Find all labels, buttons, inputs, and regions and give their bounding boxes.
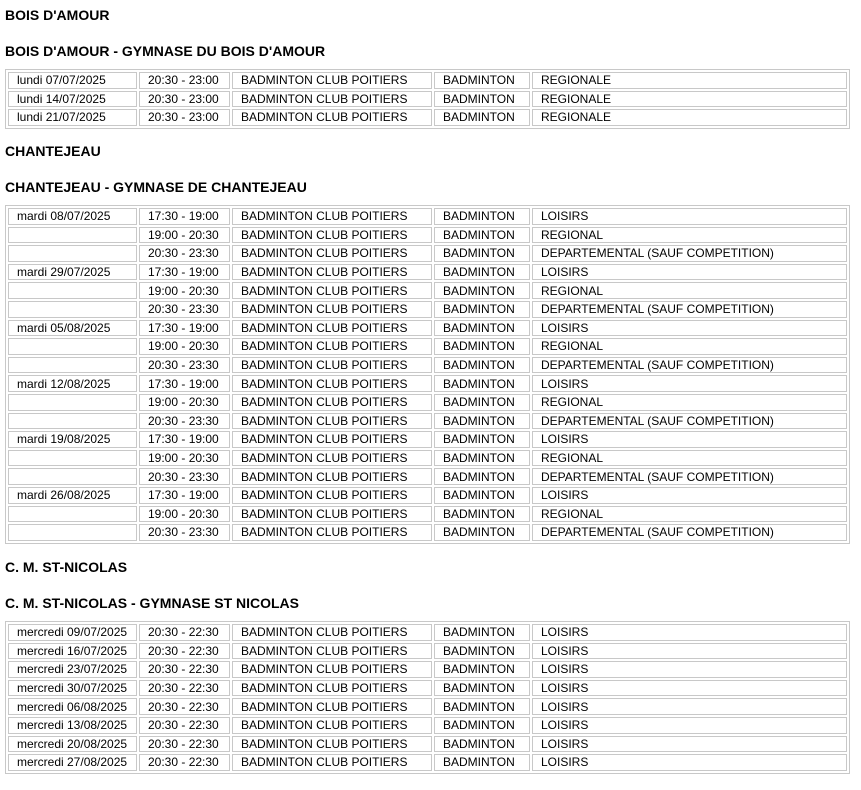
date-cell [8,301,137,318]
sport-cell: BADMINTON [434,91,530,108]
table-row [8,109,847,126]
date-cell: mercredi 13/08/2025 [8,717,137,734]
date-cell: mercredi 06/08/2025 [8,698,137,715]
date-cell: lundi 07/07/2025 [8,72,137,89]
table-row [8,450,847,467]
time-cell: 20:30 - 22:30 [139,754,230,771]
sport-cell: BADMINTON [434,72,530,89]
club-cell: BADMINTON CLUB POITIERS [232,227,432,244]
club-cell: BADMINTON CLUB POITIERS [232,208,432,225]
sport-cell: BADMINTON [434,450,530,467]
time-cell: 17:30 - 19:00 [139,487,230,504]
table-row [8,754,847,771]
time-cell: 17:30 - 19:00 [139,431,230,448]
club-cell: BADMINTON CLUB POITIERS [232,506,432,523]
sport-cell: BADMINTON [434,643,530,660]
date-cell: mercredi 27/08/2025 [8,754,137,771]
time-cell: 20:30 - 22:30 [139,680,230,697]
level-cell: LOISIRS [532,208,847,225]
table-row [8,301,847,318]
time-cell: 20:30 - 22:30 [139,717,230,734]
level-cell: LOISIRS [532,698,847,715]
date-cell [8,245,137,262]
date-cell: mercredi 23/07/2025 [8,661,137,678]
level-cell: DEPARTEMENTAL (SAUF COMPETITION) [532,301,847,318]
time-cell: 20:30 - 23:30 [139,245,230,262]
table-row [8,524,847,541]
sport-cell: BADMINTON [434,680,530,697]
level-cell: REGIONALE [532,91,847,108]
date-cell: mardi 08/07/2025 [8,208,137,225]
schedule-table-body [8,208,847,541]
table-row [8,245,847,262]
level-cell: REGIONAL [532,338,847,355]
table-row [8,431,847,448]
date-cell: mercredi 16/07/2025 [8,643,137,660]
table-row [8,661,847,678]
table-row [8,320,847,337]
level-cell: REGIONALE [532,72,847,89]
sport-cell: BADMINTON [434,375,530,392]
table-row [8,624,847,641]
schedule-table-body [8,624,847,771]
date-cell: mercredi 30/07/2025 [8,680,137,697]
time-cell: 20:30 - 22:30 [139,736,230,753]
table-row [8,698,847,715]
sport-cell: BADMINTON [434,736,530,753]
sport-cell: BADMINTON [434,717,530,734]
club-cell: BADMINTON CLUB POITIERS [232,643,432,660]
schedule-table [5,621,850,774]
sport-cell: BADMINTON [434,227,530,244]
date-cell: mercredi 20/08/2025 [8,736,137,753]
time-cell: 17:30 - 19:00 [139,320,230,337]
club-cell: BADMINTON CLUB POITIERS [232,264,432,281]
level-cell: LOISIRS [532,487,847,504]
club-cell: BADMINTON CLUB POITIERS [232,717,432,734]
time-cell: 17:30 - 19:00 [139,264,230,281]
level-cell: LOISIRS [532,264,847,281]
sport-cell: BADMINTON [434,698,530,715]
table-row [8,375,847,392]
club-cell: BADMINTON CLUB POITIERS [232,320,432,337]
time-cell: 19:00 - 20:30 [139,227,230,244]
time-cell: 19:00 - 20:30 [139,394,230,411]
site-heading: BOIS D'AMOUR [5,7,110,23]
date-cell [8,524,137,541]
venue-heading: BOIS D'AMOUR - GYMNASE DU BOIS D'AMOUR [5,43,326,59]
time-cell: 19:00 - 20:30 [139,338,230,355]
date-cell [8,506,137,523]
level-cell: REGIONALE [532,109,847,126]
club-cell: BADMINTON CLUB POITIERS [232,450,432,467]
club-cell: BADMINTON CLUB POITIERS [232,624,432,641]
level-cell: DEPARTEMENTAL (SAUF COMPETITION) [532,245,847,262]
sport-cell: BADMINTON [434,524,530,541]
sport-cell: BADMINTON [434,413,530,430]
table-row [8,91,847,108]
table-row [8,227,847,244]
sport-cell: BADMINTON [434,487,530,504]
level-cell: LOISIRS [532,736,847,753]
time-cell: 20:30 - 23:00 [139,91,230,108]
level-cell: LOISIRS [532,624,847,641]
club-cell: BADMINTON CLUB POITIERS [232,736,432,753]
level-cell: REGIONAL [532,506,847,523]
level-cell: DEPARTEMENTAL (SAUF COMPETITION) [532,468,847,485]
sport-cell: BADMINTON [434,394,530,411]
date-cell: lundi 14/07/2025 [8,91,137,108]
sport-cell: BADMINTON [434,357,530,374]
level-cell: LOISIRS [532,375,847,392]
date-cell: lundi 21/07/2025 [8,109,137,126]
club-cell: BADMINTON CLUB POITIERS [232,72,432,89]
date-cell [8,450,137,467]
sport-cell: BADMINTON [434,245,530,262]
table-row [8,487,847,504]
date-cell [8,468,137,485]
club-cell: BADMINTON CLUB POITIERS [232,245,432,262]
sport-cell: BADMINTON [434,506,530,523]
date-cell [8,227,137,244]
table-row [8,394,847,411]
time-cell: 19:00 - 20:30 [139,450,230,467]
time-cell: 20:30 - 23:30 [139,357,230,374]
table-row [8,208,847,225]
schedule-table [5,205,850,544]
sport-cell: BADMINTON [434,264,530,281]
time-cell: 20:30 - 23:30 [139,413,230,430]
club-cell: BADMINTON CLUB POITIERS [232,468,432,485]
sport-cell: BADMINTON [434,208,530,225]
level-cell: DEPARTEMENTAL (SAUF COMPETITION) [532,357,847,374]
table-row [8,357,847,374]
level-cell: LOISIRS [532,754,847,771]
sport-cell: BADMINTON [434,431,530,448]
date-cell [8,413,137,430]
time-cell: 17:30 - 19:00 [139,208,230,225]
level-cell: REGIONAL [532,227,847,244]
time-cell: 20:30 - 23:30 [139,468,230,485]
time-cell: 20:30 - 22:30 [139,643,230,660]
level-cell: LOISIRS [532,717,847,734]
table-row [8,643,847,660]
date-cell [8,394,137,411]
level-cell: LOISIRS [532,320,847,337]
sport-cell: BADMINTON [434,624,530,641]
site-heading: C. M. ST-NICOLAS [5,559,128,575]
level-cell: DEPARTEMENTAL (SAUF COMPETITION) [532,524,847,541]
club-cell: BADMINTON CLUB POITIERS [232,91,432,108]
table-row [8,506,847,523]
sport-cell: BADMINTON [434,282,530,299]
table-row [8,736,847,753]
club-cell: BADMINTON CLUB POITIERS [232,754,432,771]
club-cell: BADMINTON CLUB POITIERS [232,661,432,678]
schedule-table-body [8,72,847,126]
club-cell: BADMINTON CLUB POITIERS [232,487,432,504]
table-row [8,264,847,281]
club-cell: BADMINTON CLUB POITIERS [232,698,432,715]
sport-cell: BADMINTON [434,301,530,318]
club-cell: BADMINTON CLUB POITIERS [232,375,432,392]
club-cell: BADMINTON CLUB POITIERS [232,680,432,697]
sport-cell: BADMINTON [434,320,530,337]
date-cell: mardi 26/08/2025 [8,487,137,504]
date-cell: mardi 12/08/2025 [8,375,137,392]
venue-heading: C. M. ST-NICOLAS - GYMNASE ST NICOLAS [5,595,300,611]
date-cell [8,338,137,355]
sport-cell: BADMINTON [434,109,530,126]
time-cell: 20:30 - 23:30 [139,301,230,318]
club-cell: BADMINTON CLUB POITIERS [232,338,432,355]
club-cell: BADMINTON CLUB POITIERS [232,413,432,430]
sport-cell: BADMINTON [434,338,530,355]
table-row [8,468,847,485]
date-cell: mardi 19/08/2025 [8,431,137,448]
date-cell [8,282,137,299]
level-cell: REGIONAL [532,394,847,411]
club-cell: BADMINTON CLUB POITIERS [232,301,432,318]
table-row [8,413,847,430]
club-cell: BADMINTON CLUB POITIERS [232,282,432,299]
level-cell: LOISIRS [532,431,847,448]
time-cell: 19:00 - 20:30 [139,506,230,523]
club-cell: BADMINTON CLUB POITIERS [232,357,432,374]
table-row [8,338,847,355]
level-cell: REGIONAL [532,450,847,467]
time-cell: 19:00 - 20:30 [139,282,230,299]
sport-cell: BADMINTON [434,754,530,771]
club-cell: BADMINTON CLUB POITIERS [232,431,432,448]
time-cell: 20:30 - 22:30 [139,624,230,641]
time-cell: 20:30 - 22:30 [139,698,230,715]
time-cell: 20:30 - 23:30 [139,524,230,541]
club-cell: BADMINTON CLUB POITIERS [232,394,432,411]
table-row [8,72,847,89]
table-row [8,282,847,299]
time-cell: 17:30 - 19:00 [139,375,230,392]
venue-heading: CHANTEJEAU - GYMNASE DE CHANTEJEAU [5,179,307,195]
table-row [8,680,847,697]
schedule-table [5,69,850,129]
time-cell: 20:30 - 23:00 [139,109,230,126]
table-row [8,717,847,734]
level-cell: REGIONAL [532,282,847,299]
sport-cell: BADMINTON [434,661,530,678]
club-cell: BADMINTON CLUB POITIERS [232,109,432,126]
level-cell: DEPARTEMENTAL (SAUF COMPETITION) [532,413,847,430]
club-cell: BADMINTON CLUB POITIERS [232,524,432,541]
date-cell [8,357,137,374]
date-cell: mercredi 09/07/2025 [8,624,137,641]
date-cell: mardi 05/08/2025 [8,320,137,337]
level-cell: LOISIRS [532,643,847,660]
date-cell: mardi 29/07/2025 [8,264,137,281]
time-cell: 20:30 - 22:30 [139,661,230,678]
level-cell: LOISIRS [532,680,847,697]
time-cell: 20:30 - 23:00 [139,72,230,89]
level-cell: LOISIRS [532,661,847,678]
site-heading: CHANTEJEAU [5,143,101,159]
sport-cell: BADMINTON [434,468,530,485]
